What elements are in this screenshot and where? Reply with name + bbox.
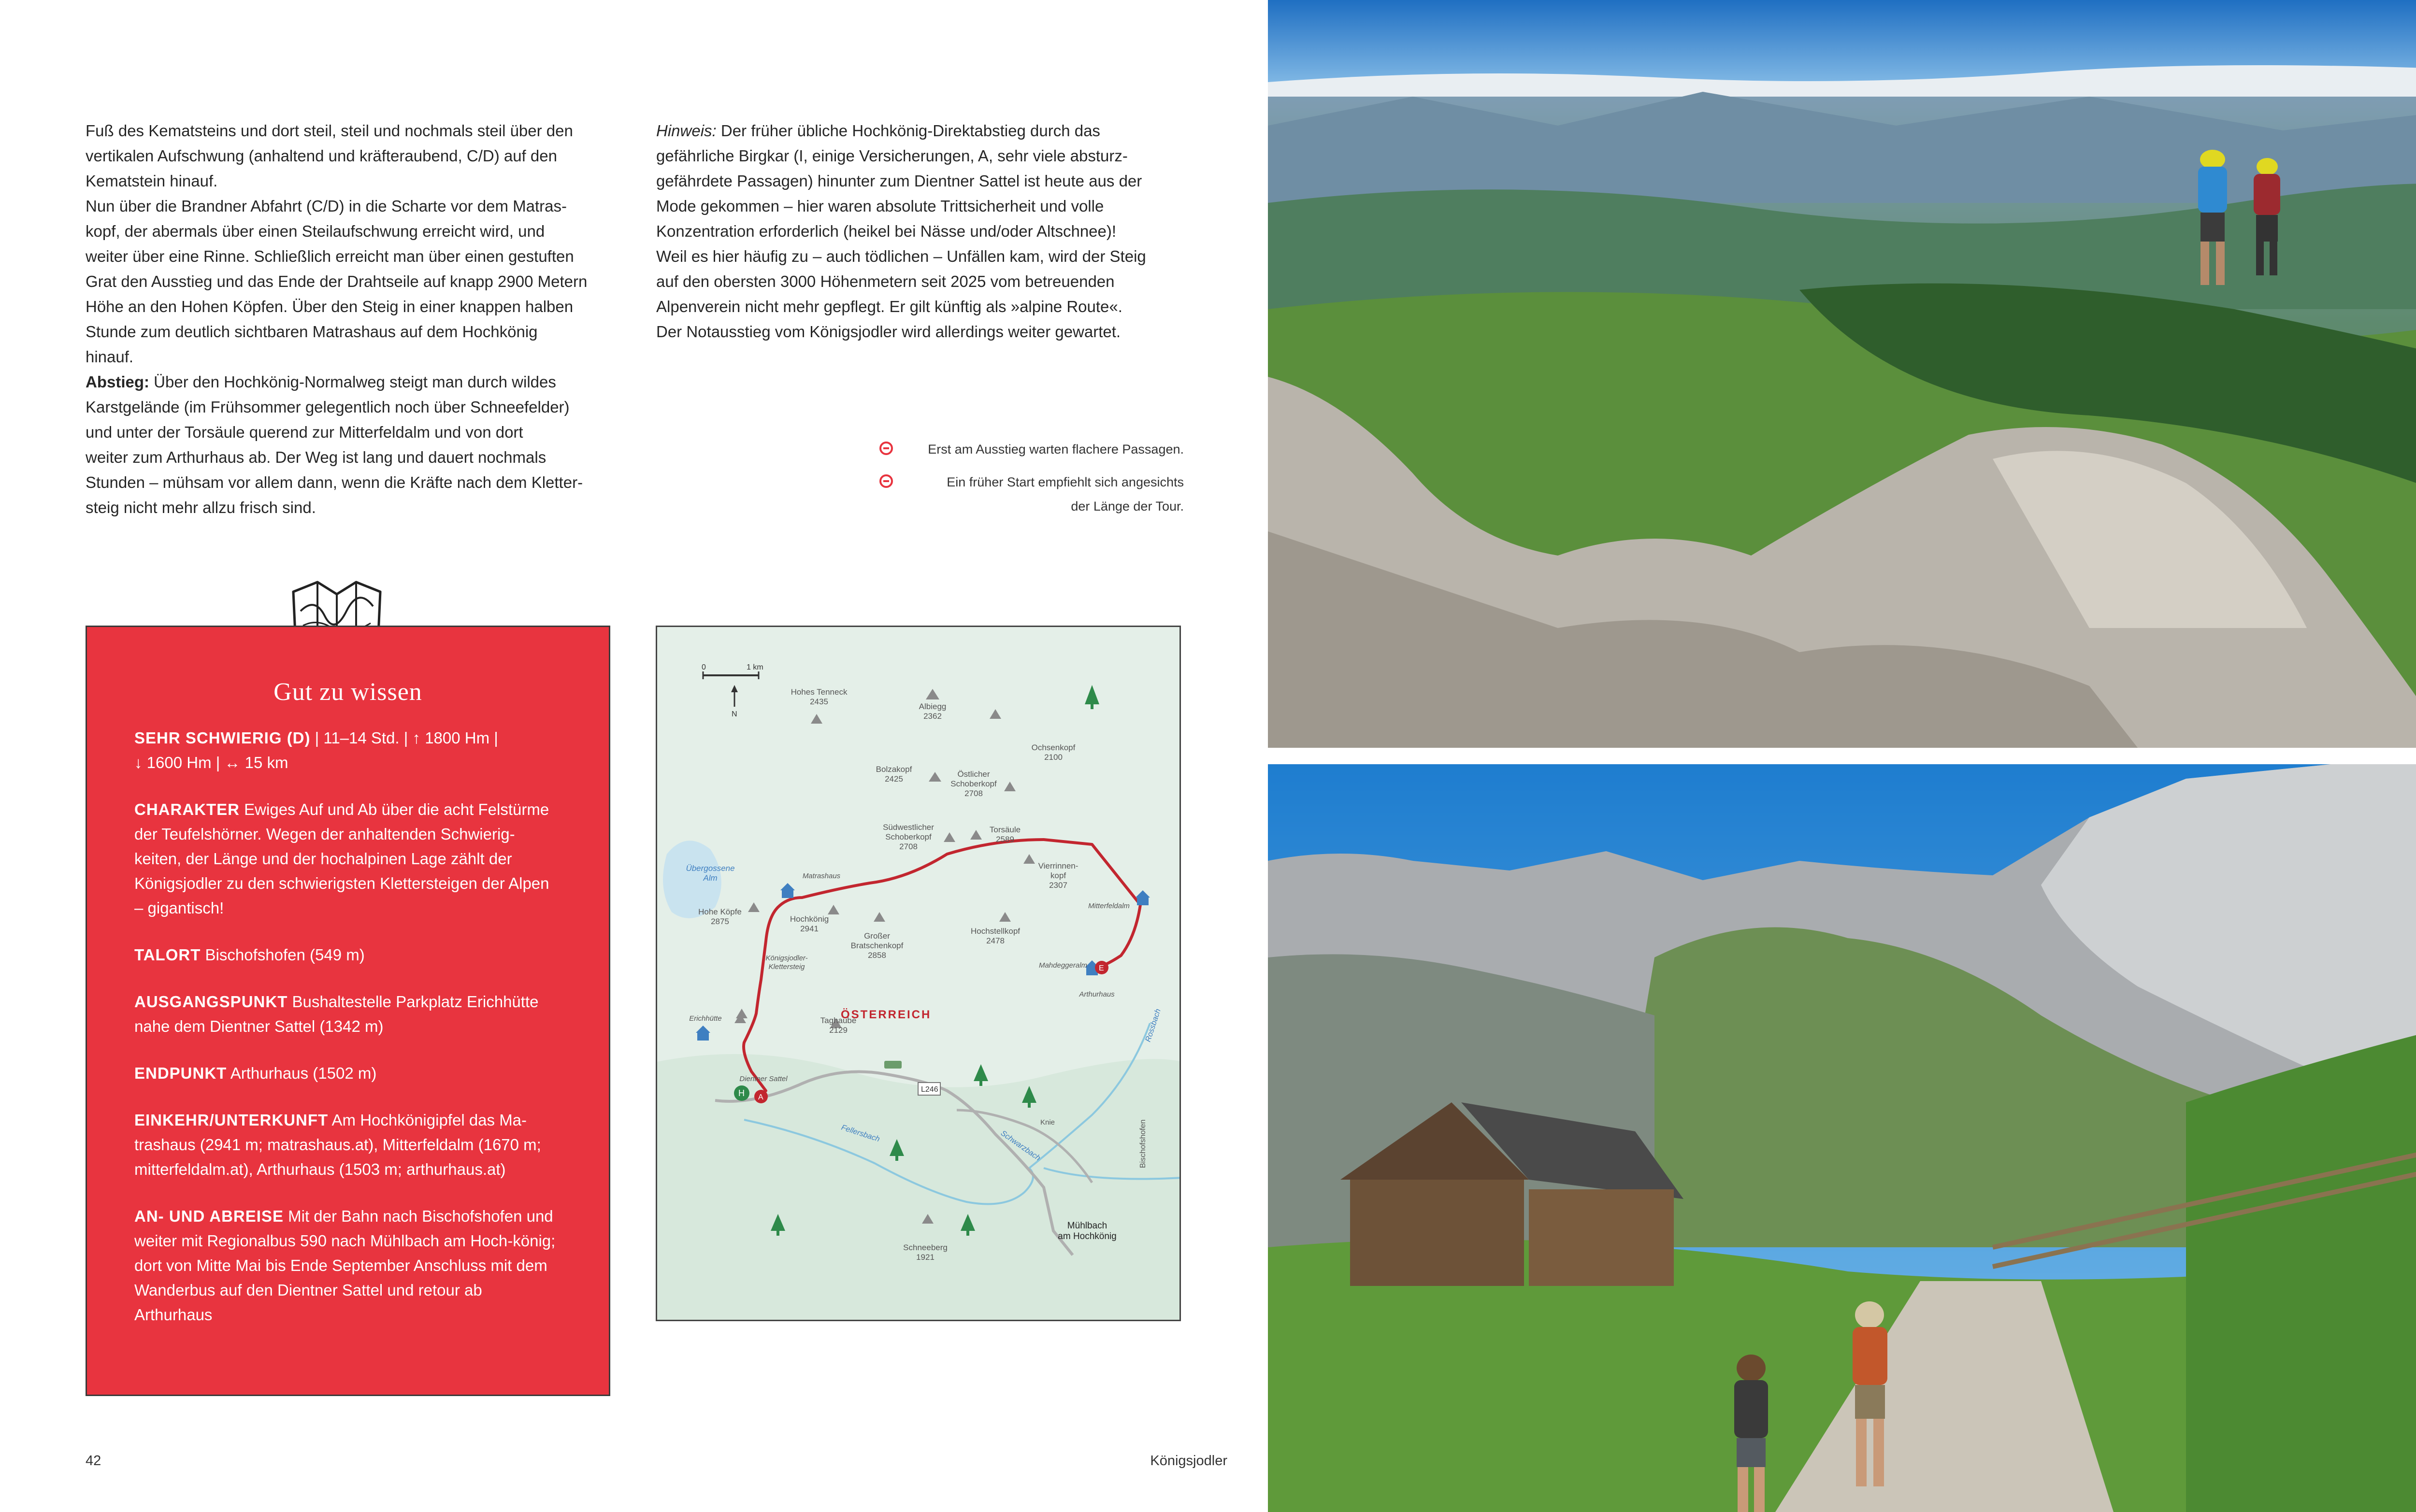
ausgang-text: Bushaltestelle Parkplatz Erichhütte nahe dem Dientner Sattel (1342 m): [134, 993, 539, 1035]
info-ausgangspunkt: [134, 989, 561, 1039]
map-label: 2589: [996, 835, 1014, 844]
map-label: Taghaube: [820, 1016, 857, 1025]
map-label: 2425: [885, 774, 903, 784]
map-label: Mahdeggeralm: [1038, 961, 1088, 970]
einkehr-label: EINKEHR/UNTERKUNFT: [134, 1111, 329, 1129]
difficulty-label: SEHR SCHWIERIG (D): [134, 729, 311, 747]
text-line: Stunden – mühsam vor allem dann, wenn die Kräfte nach dem Kletter-: [86, 473, 583, 491]
map-label: 2708: [899, 842, 918, 851]
caption-arrow-icon: [879, 474, 893, 488]
map-label: Klettersteig: [768, 963, 805, 971]
text-line: Karstgelände (im Frühsommer gelegentlich noch über Schneefelder): [86, 398, 570, 416]
body-text-right: [656, 118, 1183, 344]
page-number: 42: [86, 1453, 101, 1469]
map-label: Dientner Sattel: [739, 1075, 788, 1083]
map-label: am Hochkönig: [1058, 1231, 1117, 1241]
info-charakter: [134, 797, 561, 920]
caption-text: Erst am Ausstieg warten flachere Passagen.: [928, 442, 1184, 456]
info-einkehr: [134, 1108, 561, 1182]
caption-top-photo: [879, 437, 1184, 461]
map-label: Albiegg: [919, 702, 947, 711]
talort-label: TALORT: [134, 946, 201, 964]
caption-text: Ein früher Start empfiehlt sich angesichts: [947, 475, 1184, 489]
running-head: Königsjodler: [1150, 1453, 1227, 1469]
anreise-label: AN- UND ABREISE: [134, 1207, 284, 1225]
map-label: 2307: [1049, 881, 1067, 890]
map-label: Schoberkopf: [950, 779, 997, 788]
abstieg-paragraph: [86, 370, 607, 395]
map-label: Königsjodler-: [765, 954, 808, 962]
text-line: Der früher übliche Hochkönig-Direktabstieg durch das: [716, 122, 1100, 140]
map-label: Schoberkopf: [885, 832, 932, 842]
distance-value: 15 km: [244, 754, 288, 771]
river-label: Fellersbach: [840, 1123, 881, 1144]
map-label: Arthurhaus: [1079, 990, 1115, 998]
arrow-down-icon: ↓: [134, 754, 143, 771]
map-label: Übergossene: [686, 864, 735, 873]
text-line: Mode gekommen – hier waren absolute Trittsicherheit und volle: [656, 197, 1104, 215]
text-line: Alpenverein nicht mehr gepflegt. Er gilt künftig als »alpine Route«.: [656, 298, 1122, 315]
scale-km: 1 km: [747, 663, 763, 671]
map-label: Bolzakopf: [876, 765, 912, 774]
map-label: Hochkönig: [790, 914, 829, 924]
map-label: 2129: [829, 1026, 848, 1035]
map-label: Hohe Köpfe: [698, 907, 742, 916]
map-label: 2858: [868, 951, 886, 960]
end-label: ENDPUNKT: [134, 1064, 227, 1082]
text-line: hinauf.: [86, 348, 134, 366]
map-label: 2478: [986, 936, 1005, 945]
map-label: Matrashaus: [802, 872, 841, 880]
text-line: steig nicht mehr allzu frisch sind.: [86, 499, 316, 516]
charakter-label: CHARAKTER: [134, 800, 240, 818]
charakter-text: Ewiges Auf und Ab über die acht Felstürme der Teufelshörner. Wegen der anhaltenden Schwierig-keiten, der Länge und der hochalpinen Lage zählt der Königsjodler zu den schwierigsten Klettersteigen der Alpen – gigantisch!: [134, 800, 549, 917]
road-label: L246: [921, 1085, 938, 1094]
map-label: Alm: [703, 873, 718, 883]
map-label: Torsäule: [989, 825, 1021, 834]
map-label: Hohes Tenneck: [791, 687, 848, 697]
caption-arrow-icon: [879, 442, 893, 455]
text-line: Stunde zum deutlich sichtbaren Matrashaus auf dem Hochkönig: [86, 323, 538, 341]
map-label: Südwestlicher: [883, 823, 934, 832]
abstieg-label: Abstieg:: [86, 373, 149, 391]
text-line: vertikalen Aufschwung (anhaltend und kräfteraubend, C/D) auf den: [86, 147, 557, 165]
anreise-text: Mit der Bahn nach Bischofshofen und weiter mit Regionalbus 590 nach Mühlbach am Hoch-könig; dort von Mitte Mai bis Ende September Anschluss mit dem Wanderbus auf den Dientner Sattel und retour ab Arthurhaus: [134, 1207, 556, 1324]
photo-climbers-summit: [1268, 0, 2416, 748]
text-line: Weil es hier häufig zu – auch tödlichen – Unfällen kam, wird der Steig: [656, 247, 1146, 265]
info-box: [86, 626, 610, 1396]
bus-stop-marker: H: [738, 1088, 745, 1098]
map-label: Mitterfeldalm: [1088, 902, 1130, 910]
text-line: und unter der Torsäule querend zur Mitterfeldalm und von dort: [86, 423, 523, 441]
map-label: 2435: [810, 697, 828, 706]
info-title: Gut zu wissen: [273, 678, 422, 706]
map-label: Schneeberg: [903, 1243, 948, 1252]
svg-text:N: N: [732, 710, 737, 718]
hinweis-label: Hinweis:: [656, 122, 717, 140]
info-endpunkt: [134, 1061, 561, 1085]
map-label: 2100: [1044, 753, 1063, 762]
map-label: Vierrinnen-: [1038, 861, 1079, 870]
map-label: Knie: [1040, 1118, 1055, 1127]
map-label: 2708: [964, 789, 983, 798]
descent-value: 1600 Hm: [146, 754, 212, 771]
caption-bottom-photo: [879, 470, 1184, 518]
river-label: Schwarzbach: [999, 1129, 1042, 1163]
country-label: ÖSTERREICH: [841, 1008, 932, 1021]
end-text: Arthurhaus (1502 m): [227, 1064, 377, 1082]
end-marker: E: [1099, 964, 1104, 972]
caption-text: der Länge der Tour.: [1071, 499, 1184, 514]
hinweis-paragraph: [656, 118, 1183, 143]
bus-icon: [884, 1061, 902, 1069]
map-label: Östlicher: [957, 770, 990, 779]
start-marker: A: [758, 1093, 763, 1101]
distance-arrows-icon: ↔: [224, 754, 241, 771]
text-line: gefährdete Passagen) hinunter zum Dientner Sattel ist heute aus der: [656, 172, 1142, 190]
ascent-value: 1800 Hm: [425, 729, 490, 747]
arrow-up-icon: ↑: [412, 729, 421, 747]
text-line: auf den obersten 3000 Höhenmetern seit 2025 vom betreuenden: [656, 272, 1115, 290]
info-talort: [134, 942, 561, 967]
map-label: kopf: [1050, 871, 1066, 880]
ausgang-label: AUSGANGSPUNKT: [134, 993, 288, 1011]
photo-hikers-hut: [1268, 764, 2416, 1512]
text-line: Fuß des Kematsteins und dort steil, steil und nochmals steil über den: [86, 122, 573, 140]
text-line: weiter über eine Rinne. Schließlich erreicht man über einen gestuften: [86, 247, 574, 265]
map-label: 2362: [923, 712, 942, 721]
text-line: Konzentration erforderlich (heikel bei Nässe und/oder Altschnee)!: [656, 222, 1117, 240]
map-label: Erichhütte: [689, 1014, 722, 1023]
map-label: 2875: [711, 917, 729, 926]
map-label: Hochstellkopf: [970, 927, 1021, 936]
photo-captions: [879, 437, 1184, 518]
einkehr-text: Am Hochkönigipfel das Ma-trashaus (2941 m; matrashaus.at), Mitterfeldalm (1670 m; mitterfeldalm.at), Arthurhaus (1503 m; arthurhaus.at): [134, 1111, 541, 1178]
body-text-left: [86, 118, 607, 520]
text-line: Nun über die Brandner Abfahrt (C/D) in die Scharte vor dem Matras-: [86, 197, 567, 215]
map-label: Großer: [864, 931, 890, 941]
text-line: Grat den Ausstieg und das Ende der Drahtseile auf knapp 2900 Metern: [86, 272, 588, 290]
info-difficulty: SEHR SCHWIERIG (D) | 11–14 Std. | ↑ 1800 Hm | ↓ 1600 Hm | ↔ 15 km: [134, 729, 498, 771]
map-label: 2941: [800, 924, 819, 933]
map-label: Bischofshofen: [1139, 1119, 1147, 1168]
duration-text: | 11–14 Std. |: [310, 729, 413, 747]
text-line: Der Notausstieg vom Königsjodler wird allerdings weiter gewartet.: [656, 323, 1121, 341]
map-label: Bratschenkopf: [850, 941, 904, 950]
river-label: Rossbach: [1144, 1008, 1163, 1043]
scale-zero: 0: [702, 663, 706, 671]
talort-text: Bischofshofen (549 m): [201, 946, 365, 964]
text-line: weiter zum Arthurhaus ab. Der Weg ist lang und dauert nochmals: [86, 448, 546, 466]
map-label: 1921: [916, 1253, 935, 1262]
text-line: gefährliche Birgkar (I, einige Versicherungen, A, sehr viele absturz-: [656, 147, 1128, 165]
text-line: Höhe an den Hohen Köpfen. Über den Steig in einer knappen halben: [86, 298, 574, 315]
text-line: Kematstein hinauf.: [86, 172, 218, 190]
route-map: [656, 626, 1181, 1321]
info-anreise: [134, 1204, 561, 1327]
text-line: kopf, der abermals über einen Steilaufschwung erreicht wird, und: [86, 222, 545, 240]
map-label: Ochsenkopf: [1031, 743, 1076, 752]
text-line: Über den Hochkönig-Normalweg steigt man durch wildes: [149, 373, 556, 391]
map-label: Mühlbach: [1067, 1221, 1107, 1231]
